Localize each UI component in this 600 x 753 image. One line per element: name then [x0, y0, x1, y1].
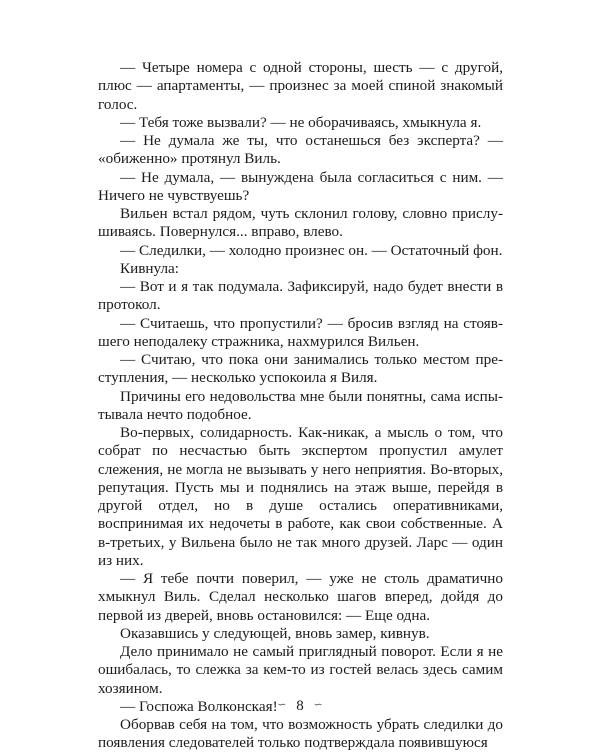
paragraph: — Не думала, — вынуждена была согласиться с ним. — Ничего не чувствуешь?	[98, 168, 503, 204]
paragraph: — Считаешь, что пропустили? — бросив взгляд на стоявшего неподалеку стражника, нахмурился Вильен.	[98, 314, 503, 350]
paragraph: — Я тебе почти поверил, — уже не столь драматично хмыкнул Виль. Сделал несколько шагов вперед, дойдя до первой из дверей, вновь остановился: — Еще одна.	[98, 570, 503, 624]
ornament-right-icon: ∽	[313, 699, 323, 711]
paragraph: Во-первых, солидарность. Как-никак, а мысль о том, что собрат по несчастью быть экспертом пропустил амулет слежения, не могла не вызывать у него неприятия. Во-вторых, репутация. Пусть мы и поднялись на этаж выше, перейдя в другой отдел, но в душе остались оперативниками, воспринимая их недочеты в работе, как свои собственные. А в-третьих, у Вильена было не так много друзей. Ларс — один из них.	[98, 424, 503, 569]
paragraph: — Не думала же ты, что останешься без эксперта? — «обиженно» протянул Виль.	[98, 132, 503, 168]
paragraph: — Считаю, что пока они занимались только местом преступления, — несколько успокоила я Виля.	[98, 351, 503, 387]
paragraph: Кивнула:	[120, 259, 180, 277]
paragraph: — Вот и я так подумала. Зафиксируй, надо будет внести в протокол.	[98, 278, 503, 314]
paragraph: — Тебя тоже вызвали? — не оборачиваясь, хмыкнула я.	[120, 113, 482, 131]
body-text	[98, 59, 503, 753]
ornament-left-icon: ∽	[277, 699, 287, 711]
paragraph: — Четыре номера с одной стороны, шесть — с другой, плюс — апартаменты, — произнес за моей спиной знакомый голос.	[98, 59, 503, 113]
paragraph: Оборвав себя на том, что возможность убрать следилки до появления следователей только подтверждала появившуюся	[98, 716, 503, 752]
paragraph: Оказавшись у следующей, вновь замер, кивнув.	[120, 624, 430, 642]
paragraph: Вильен встал рядом, чуть склонил голову, словно прислушиваясь. Повернулся... вправо, влево.	[98, 205, 503, 241]
paragraph: — Госпожа Волконская!	[120, 697, 278, 715]
page-footer	[0, 696, 600, 715]
paragraph: Причины его недовольства мне были понятны, сама испытывала нечто подобное.	[98, 387, 503, 423]
paragraph: Дело принимало не самый приглядный поворот. Если я не ошибалась, то слежка за кем-то из гостей велась здесь самим хозяином.	[98, 643, 503, 697]
paragraph: — Следилки, — холодно произнес он. — Остаточный фон.	[120, 241, 503, 259]
page-number: 8	[296, 698, 304, 714]
